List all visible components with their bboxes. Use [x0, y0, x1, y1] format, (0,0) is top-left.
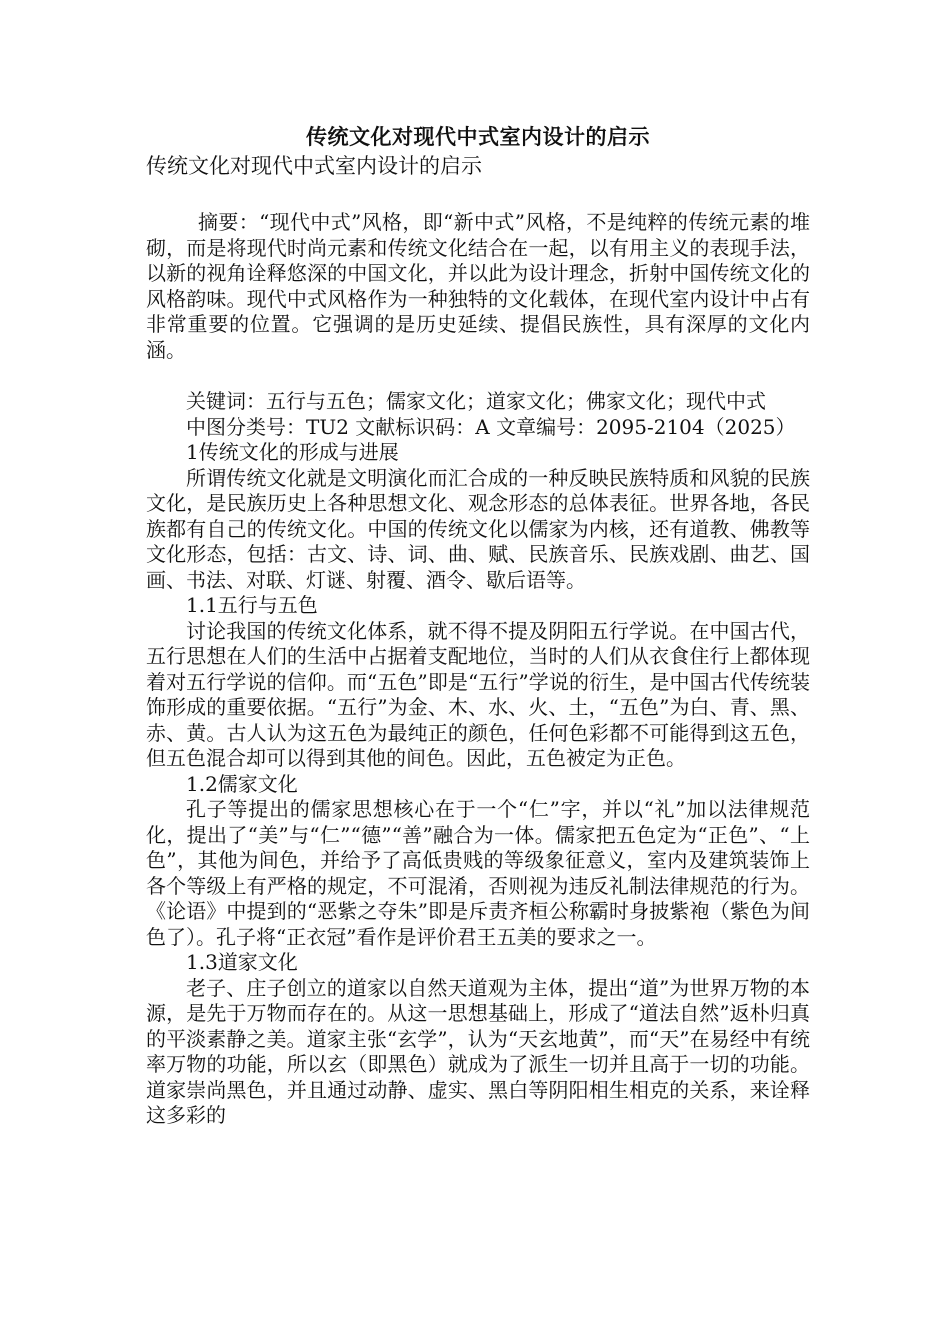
document-page — [146, 122, 810, 1129]
section-heading-1-3: 1.3道家文化 — [186, 950, 298, 974]
keywords-paragraph: 关键词：五行与五色；儒家文化；道家文化；佛家文化；现代中式 — [186, 389, 766, 413]
section-body-1-3: 老子、庄子创立的道家以自然天道观为主体，提出“道”为世界万物的本源，是先于万物而存在的。从这一思想基础上，形成了“道法自然”返朴归真的平淡素静之美。道家主张“玄学”，认为“天玄地黄”，而“天”在易经中有统率万物的功能，所以玄（即黑色）就成为了派生一切并且高于一切的功能。道家崇尚黑色，并且通过动静、虚实、黑白等阴阳相生相克的关系，来诠释这多彩的 — [146, 975, 810, 1127]
document-subtitle: 传统文化对现代中式室内设计的启示 — [146, 154, 482, 178]
section-heading-1-2: 1.2儒家文化 — [186, 771, 298, 796]
abstract-paragraph: 摘要：“现代中式”风格，即“新中式”风格，不是纯粹的传统元素的堆砌，而是将现代时尚元素和传统文化结合在一起，以有用主义的表现手法，以新的视角诠释悠深的中国文化，并以此为设计理念，折射中国传统文化的风格韵味。现代中式风格作为一种独特的文化载体，在现代室内设计中占有非常重要的位置。它强调的是历史延续、提倡民族性，具有深厚的文化内涵。 — [146, 210, 810, 362]
section-body-1-2: 孔子等提出的儒家思想核心在于一个“仁”字，并以“礼”加以法律规范化，提出了“美”与“仁”“德”“善”融合为一体。儒家把五色定为“正色”、“上色”，其他为间色，并给予了高低贵贱的等级象征意义，室内及建筑装饰上各个等级上有严格的规定，不可混淆，否则视为违反礼制法律规范的行为。《论语》中提到的“恶紫之夺朱”即是斥责齐桓公称霸时身披紫袍（紫色为间色了）。孔子将“正衣冠”看作是评价君王五美的要求之一。 — [146, 797, 810, 949]
section-body-1-1: 讨论我国的传统文化体系，就不得不提及阴阳五行学说。在中国古代，五行思想在人们的生活中占据着支配地位，当时的人们从衣食住行上都体现着对五行学说的信仰。而“五色”即是“五行”学说的衍生，是中国古代传统装饰形成的重要依据。“五行”为金、木、水、火、土，“五色”为白、青、黑、赤、黄。古人认为这五色为最纯正的颜色，任何色彩都不可能得到这五色，但五色混合却可以得到其他的间色。因此，五色被定为正色。 — [146, 618, 810, 770]
classification-paragraph: 中图分类号：TU2 文献标识码：A 文章编号：2095-2104（2025） — [186, 414, 796, 439]
document-title: 传统文化对现代中式室内设计的启示 — [306, 125, 650, 149]
section-heading-1: 1传统文化的形成与进展 — [186, 440, 399, 464]
section-heading-1-1: 1.1五行与五色 — [186, 593, 318, 617]
section-body-1: 所谓传统文化就是文明演化而汇合成的一种反映民族特质和风貌的民族文化，是民族历史上各种思想文化、观念形态的总体表征。世界各地，各民族都有自己的传统文化。中国的传统文化以儒家为内核，还有道教、佛教等文化形态，包括：古文、诗、词、曲、赋、民族音乐、民族戏剧、曲艺、国画、书法、对联、灯谜、射覆、酒令、歇后语等。 — [146, 465, 810, 592]
